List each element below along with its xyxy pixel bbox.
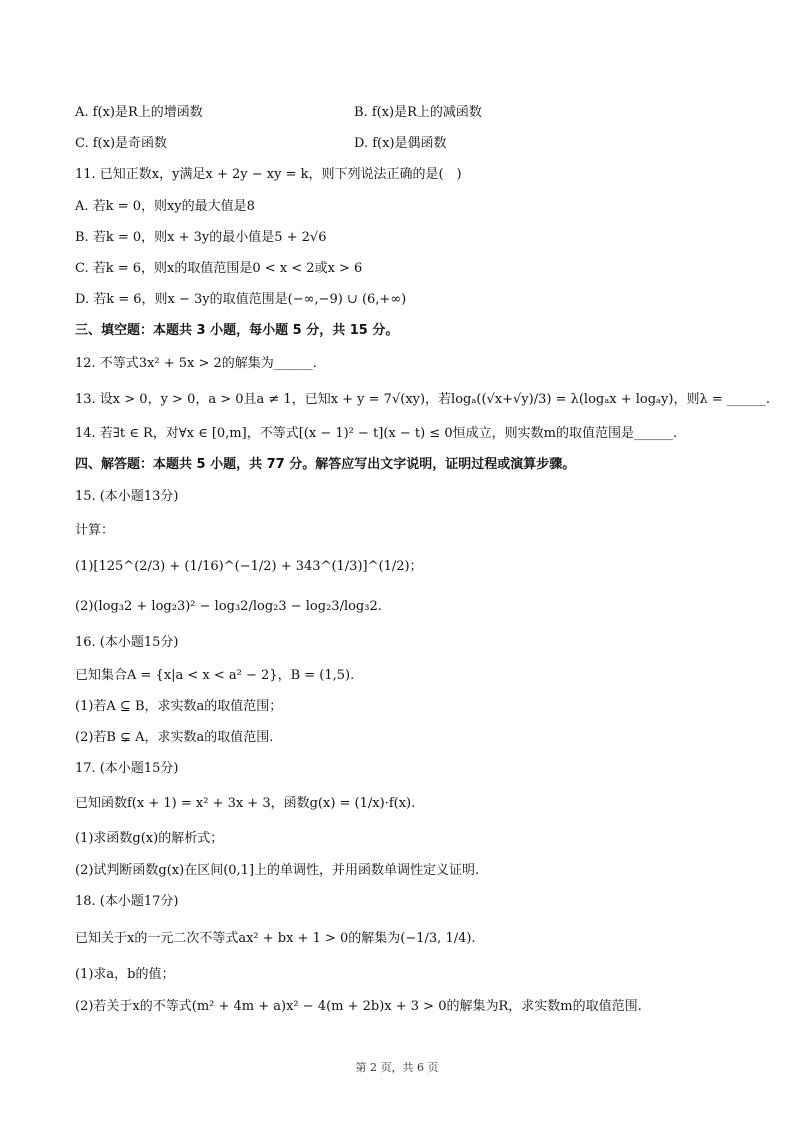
section4-title: 四、解答题：本题共 5 小题，共 77 分。解答应写出文字说明，证明过程或演算步骤。 bbox=[75, 457, 576, 472]
q17-part2: (2)试判断函数g(x)在区间(0,1]上的单调性，并用函数单调性定义证明. bbox=[75, 863, 480, 878]
q15-part1: (1)[125^(2/3) + (1/16)^(−1/2) + 343^(1/3)]^(1/2)； bbox=[75, 559, 423, 574]
q15-intro: 计算： bbox=[75, 523, 115, 538]
q16-part1: (1)若A ⊆ B，求实数a的取值范围； bbox=[75, 699, 283, 714]
q15-part2: (2)(log₃2 + log₂3)² − log₃2/log₂3 − log₂3/log₃2. bbox=[75, 599, 382, 614]
q18-part1: (1)求a，b的值； bbox=[75, 967, 175, 982]
q13: 13. 设x > 0，y > 0，a > 0且a ≠ 1，已知x + y = 7√(xy)，若logₐ((√x+√y)/3) = λ(logₐx + logₐy)，则λ = ______. bbox=[75, 392, 770, 407]
q17-intro: 已知函数f(x + 1) = x² + 3x + 3，函数g(x) = (1/x)·f(x). bbox=[75, 796, 416, 811]
q15-head: 15. (本小题13分) bbox=[75, 489, 179, 504]
section3-title: 三、填空题：本题共 3 小题，每小题 5 分，共 15 分。 bbox=[75, 323, 399, 338]
q18-intro: 已知关于x的一元二次不等式ax² + bx + 1 > 0的解集为(−1/3, 1/4). bbox=[75, 931, 476, 946]
option-d: D. f(x)是偶函数 bbox=[354, 136, 447, 151]
option-c: C. f(x)是奇函数 bbox=[75, 136, 168, 151]
q11-option-b: B. 若k = 0，则x + 3y的最小值是5 + 2√6 bbox=[75, 230, 327, 245]
q17-part1: (1)求函数g(x)的解析式； bbox=[75, 831, 224, 846]
q18-part2: (2)若关于x的不等式(m² + 4m + a)x² − 4(m + 2b)x + 3 > 0的解集为R，求实数m的取值范围. bbox=[75, 999, 642, 1014]
q17-head: 17. (本小题15分) bbox=[75, 761, 179, 776]
option-a: A. f(x)是R上的增函数 bbox=[75, 105, 203, 120]
q11-option-d: D. 若k = 6，则x − 3y的取值范围是(−∞,−9) ∪ (6,+∞) bbox=[75, 292, 407, 307]
q16-head: 16. (本小题15分) bbox=[75, 635, 179, 650]
q11-option-c: C. 若k = 6，则x的取值范围是0 < x < 2或x > 6 bbox=[75, 261, 363, 276]
q11-stem: 11. 已知正数x，y满足x + 2y − xy = k，则下列说法正确的是( ) bbox=[75, 167, 462, 182]
q18-head: 18. (本小题17分) bbox=[75, 894, 179, 909]
q14: 14. 若∃t ∈ R，对∀x ∈ [0,m]，不等式[(x − 1)² − t](x − t) ≤ 0恒成立，则实数m的取值范围是______. bbox=[75, 426, 678, 441]
q11-option-a: A. 若k = 0，则xy的最大值是8 bbox=[75, 199, 255, 214]
option-b: B. f(x)是R上的减函数 bbox=[354, 105, 482, 120]
q16-intro: 已知集合A = {x|a < x < a² − 2}，B = (1,5). bbox=[75, 668, 355, 683]
q16-part2: (2)若B ⊊ A，求实数a的取值范围. bbox=[75, 730, 274, 745]
page-footer: 第 2 页，共 6 页 bbox=[355, 1061, 439, 1074]
q12: 12. 不等式3x² + 5x > 2的解集为______. bbox=[75, 356, 317, 371]
